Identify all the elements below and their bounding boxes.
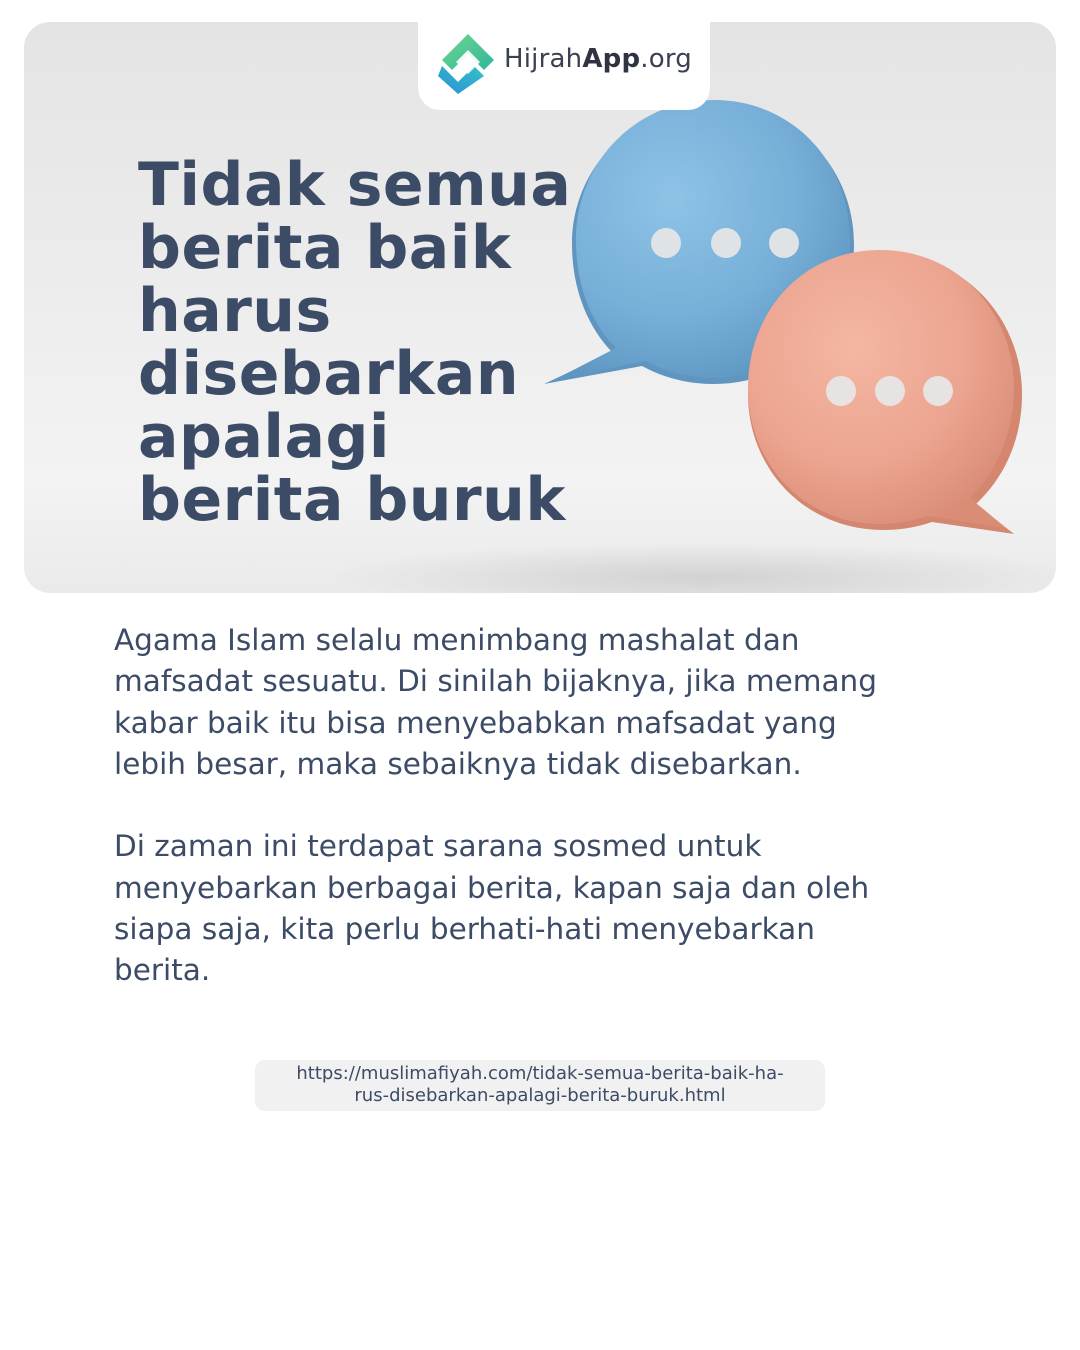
brand-name-part3: .org bbox=[640, 44, 692, 74]
body-paragraph-2: Di zaman ini terdapat sarana sosmed untuk menyebarkan berbagai berita, kapan saja dan oleh siapa saja, kita perlu berhati-hati menyebarkan berita. bbox=[114, 829, 870, 988]
headline-line: berita baik bbox=[138, 213, 512, 283]
brand-logo[interactable] bbox=[418, 22, 710, 110]
brand-name bbox=[504, 44, 692, 74]
headline-line: apalagi bbox=[138, 402, 390, 472]
headline bbox=[138, 150, 608, 535]
headline-line: Tidak semua bbox=[138, 150, 572, 220]
brand-name-part1: Hijrah bbox=[504, 44, 583, 74]
source-link-line: https://muslimafiyah.com/tidak-semua-berita-baik-ha- bbox=[296, 1063, 784, 1084]
hijrahapp-logo-icon bbox=[436, 32, 498, 96]
hero-banner bbox=[24, 22, 1056, 593]
source-link[interactable] bbox=[255, 1060, 825, 1111]
source-link-line: rus-disebarkan-apalagi-berita-buruk.html bbox=[354, 1085, 726, 1106]
headline-line: disebarkan bbox=[138, 339, 520, 409]
brand-name-part2: App bbox=[582, 44, 641, 74]
headline-line: harus bbox=[138, 276, 332, 346]
pink-chat-bubble-icon bbox=[748, 250, 1022, 534]
body-text bbox=[114, 620, 894, 992]
body-paragraph-1: Agama Islam selalu menimbang mashalat dan mafsadat sesuatu. Di sinilah bijaknya, jika memang kabar baik itu bisa menyebabkan mafsadat yang lebih besar, maka sebaiknya tidak disebarkan. bbox=[114, 623, 877, 781]
headline-line: berita buruk bbox=[138, 465, 566, 535]
